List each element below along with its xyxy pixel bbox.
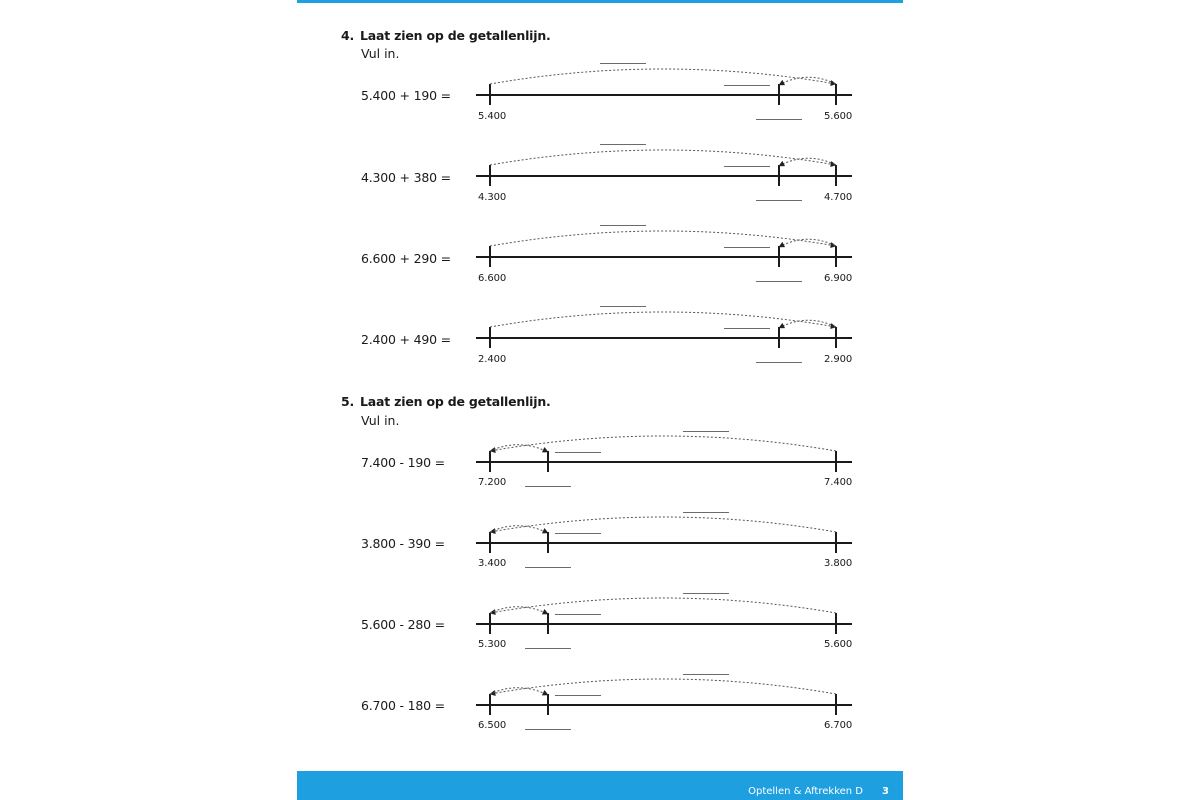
equation: 3.800 - 390 = xyxy=(361,536,445,551)
page-footer xyxy=(297,771,903,800)
section-4-instruction: Vul in. xyxy=(361,46,400,61)
section-4-title: 4. Laat zien op de getallenlijn. xyxy=(341,28,551,43)
number-line xyxy=(476,436,852,472)
section-5-title: 5. Laat zien op de getallenlijn. xyxy=(341,394,551,409)
number-line-left-label: 6.500 xyxy=(478,720,507,731)
number-line xyxy=(476,150,852,186)
number-line-right-label: 7.400 xyxy=(824,477,853,488)
equation: 2.400 + 490 = xyxy=(361,332,451,347)
equation: 6.700 - 180 = xyxy=(361,698,445,713)
number-line xyxy=(476,517,852,553)
section-5-instruction: Vul in. xyxy=(361,413,400,428)
number-line-right-label: 4.700 xyxy=(824,192,853,203)
footer-title: Optellen & Aftrekken D xyxy=(748,786,863,797)
number-line-left-label: 5.400 xyxy=(478,111,507,122)
number-line-right-label: 2.900 xyxy=(824,354,853,365)
number-line-left-label: 7.200 xyxy=(478,477,507,488)
number-line-left-label: 5.300 xyxy=(478,639,507,650)
equation: 7.400 - 190 = xyxy=(361,455,445,470)
number-line-right-label: 6.700 xyxy=(824,720,853,731)
equation: 5.600 - 280 = xyxy=(361,617,445,632)
number-line-right-label: 6.900 xyxy=(824,273,853,284)
number-line-right-label: 3.800 xyxy=(824,558,853,569)
number-line xyxy=(476,231,852,267)
equation: 4.300 + 380 = xyxy=(361,170,451,185)
number-line-right-label: 5.600 xyxy=(824,639,853,650)
number-line xyxy=(476,312,852,348)
page-number: 3 xyxy=(882,786,889,797)
number-line-left-label: 2.400 xyxy=(478,354,507,365)
number-line-right-label: 5.600 xyxy=(824,111,853,122)
equation: 6.600 + 290 = xyxy=(361,251,451,266)
number-line xyxy=(476,598,852,634)
number-line-left-label: 4.300 xyxy=(478,192,507,203)
number-line-left-label: 3.400 xyxy=(478,558,507,569)
number-line xyxy=(476,679,852,715)
equation: 5.400 + 190 = xyxy=(361,88,451,103)
number-line xyxy=(476,69,852,105)
number-line-left-label: 6.600 xyxy=(478,273,507,284)
